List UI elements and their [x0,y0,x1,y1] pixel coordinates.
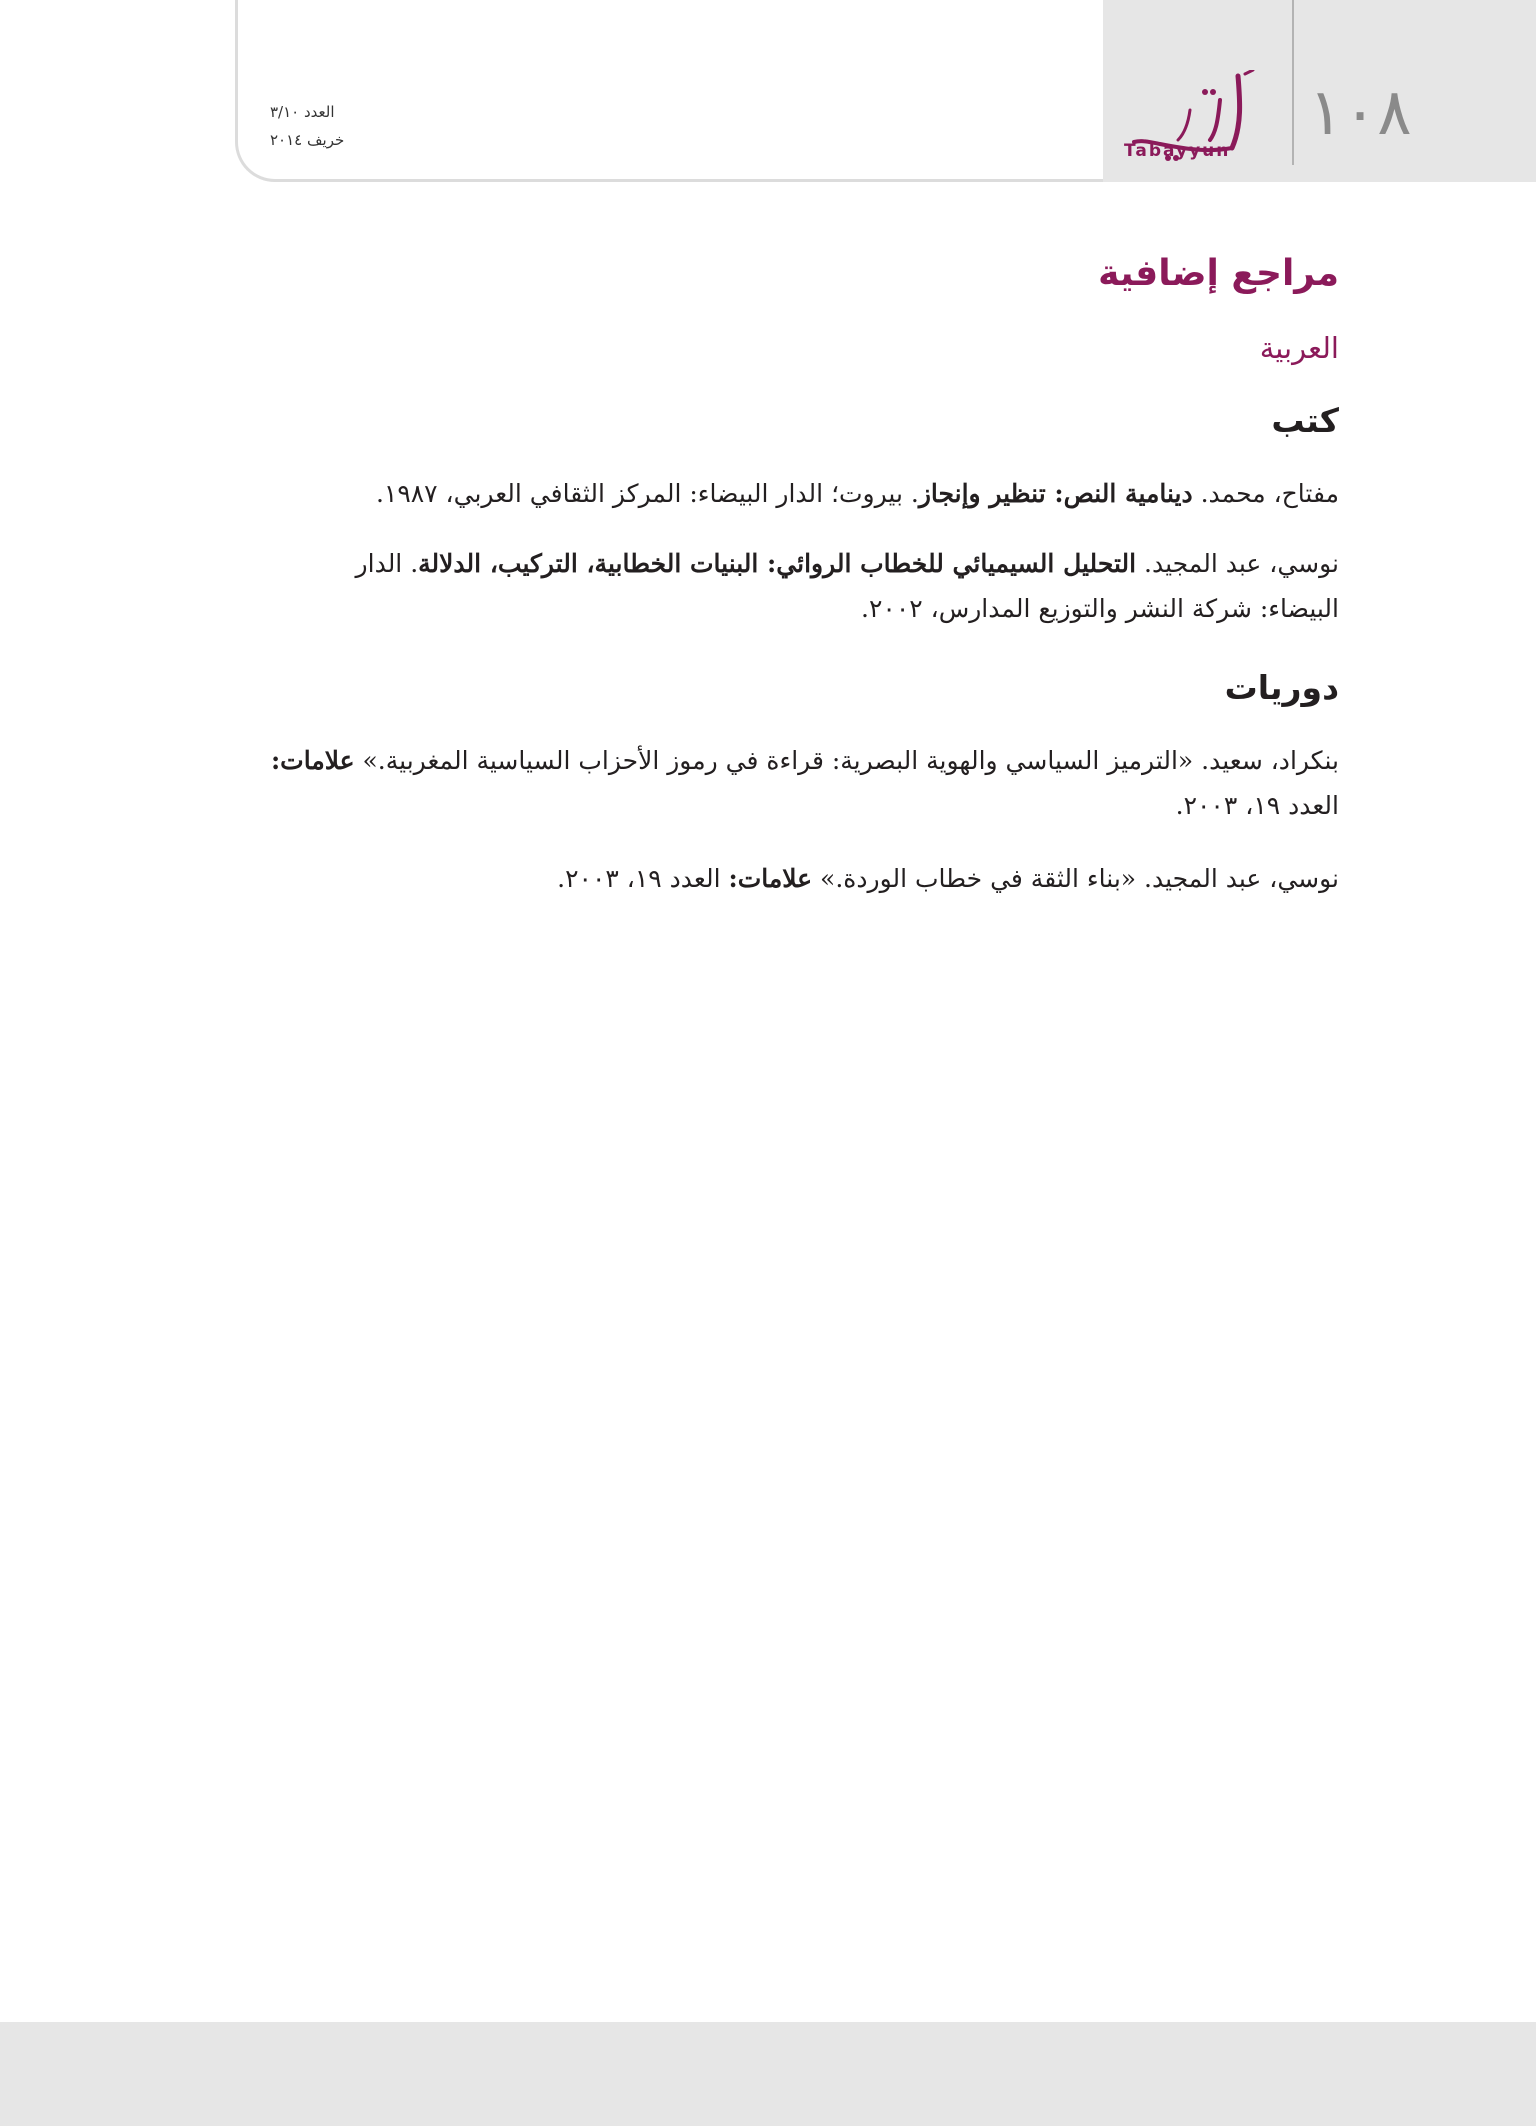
reference-publication: . بيروت؛ الدار البيضاء: المركز الثقافي العربي، ١٩٨٧. [375,479,919,508]
reference-journal: علامات: [270,746,355,775]
reference-author: نوسي، عبد المجيد. [1136,549,1339,578]
periodical-reference-2 [269,856,1339,901]
reference-title: دينامية النص: تنظير وإنجاز [918,479,1193,508]
books-heading: كتب [1271,401,1339,440]
reference-title: التحليل السيميائي للخطاب الروائي: البنيات الخطابية، التركيب، الدلالة [418,549,1137,578]
reference-article: نوسي، عبد المجيد. «بناء الثقة في خطاب الوردة.» [812,864,1339,893]
book-reference-1 [269,471,1339,516]
reference-issue: العدد ١٩، ٢٠٠٣. [1175,791,1339,820]
page-title: مراجع إضافية [1098,253,1339,294]
issue-season: خريف ٢٠١٤ [270,131,345,149]
reference-issue: العدد ١٩، ٢٠٠٣. [557,864,729,893]
page-number: ١٠٨ [1308,76,1412,150]
logo-latin-text: Tabayyun [1124,141,1231,161]
language-subheading: العربية [1259,331,1339,365]
issue-info [270,98,360,154]
footer-band [0,2022,1536,2126]
reference-author: مفتاح، محمد. [1192,479,1339,508]
issue-number: العدد ٣/١٠ [270,103,335,121]
header-divider [1292,0,1294,165]
periodicals-heading: دوريات [1224,668,1339,707]
periodical-reference-1 [269,738,1339,828]
reference-publication: . الدار البيضاء: شركة النشر والتوزيع المدارس، ٢٠٠٢. [355,549,1339,623]
book-reference-2 [269,541,1339,631]
reference-journal: علامات: [728,864,813,893]
reference-article: بنكراد، سعيد. «الترميز السياسي والهوية البصرية: قراءة في رموز الأحزاب السياسية المغربية.» [354,746,1339,775]
